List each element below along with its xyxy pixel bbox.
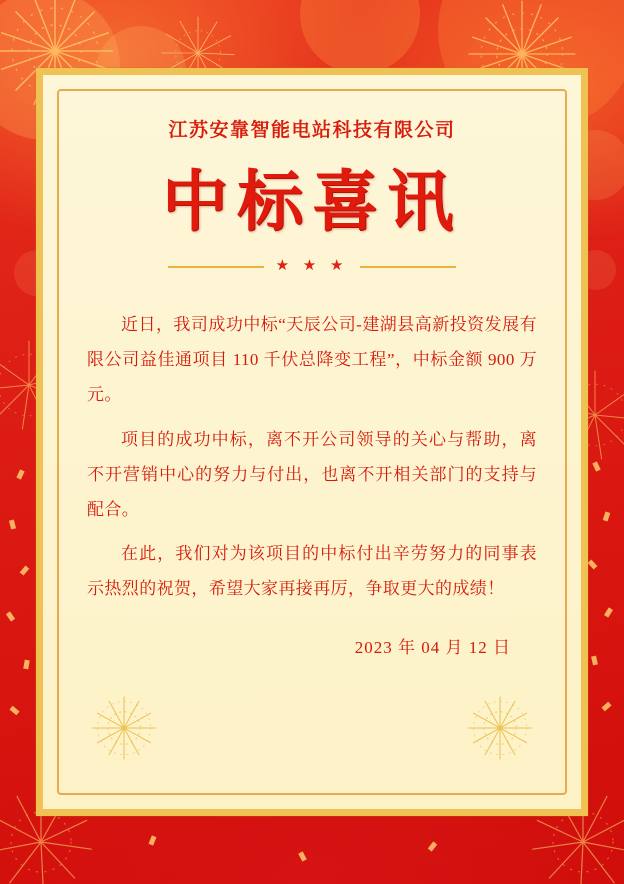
confetti-flake-icon — [604, 607, 613, 617]
card-content — [87, 115, 537, 658]
announcement-card — [36, 68, 588, 816]
company-name: 江苏安靠智能电站科技有限公司 — [168, 120, 456, 141]
confetti-flake-icon — [148, 835, 156, 845]
body-text — [87, 308, 537, 607]
confetti-flake-icon — [591, 656, 598, 666]
confetti-flake-icon — [9, 706, 19, 716]
confetti-flake-icon — [601, 702, 611, 712]
confetti-flake-icon — [588, 559, 598, 569]
firework-burst-icon — [463, 691, 537, 765]
confetti-flake-icon — [603, 511, 611, 521]
firework-burst-icon — [87, 691, 161, 765]
divider — [87, 259, 537, 274]
star-icon: ★ ★ ★ — [275, 258, 349, 275]
page-title: 中标喜讯 — [162, 166, 462, 239]
date-line: 2023 年 04 月 12 日 — [354, 638, 511, 658]
divider-line-right — [360, 266, 456, 268]
paragraph-3: 在此，我们对为该项目的中标付出辛劳努力的同事表示热烈的祝贺，希望大家再接再厉，争取更大的成绩！ — [87, 544, 537, 599]
bokeh-circle-icon — [300, 0, 420, 74]
confetti-flake-icon — [9, 520, 16, 530]
confetti-flake-icon — [428, 841, 437, 851]
confetti-flake-icon — [23, 660, 29, 670]
paragraph-2: 项目的成功中标，离不开公司领导的关心与帮助，离不开营销中心的努力与付出，也离不开相关部门的支持与配合。 — [87, 429, 537, 519]
paragraph-1: 近日，我司成功中标“天辰公司-建湖县高新投资发展有限公司益佳通项目 110 千伏总降变工程”，中标金额 900 万元。 — [87, 315, 537, 404]
confetti-flake-icon — [20, 565, 30, 575]
confetti-flake-icon — [298, 851, 307, 861]
confetti-flake-icon — [6, 611, 15, 621]
confetti-flake-icon — [592, 461, 600, 471]
divider-line-left — [168, 266, 264, 268]
confetti-flake-icon — [16, 469, 24, 479]
